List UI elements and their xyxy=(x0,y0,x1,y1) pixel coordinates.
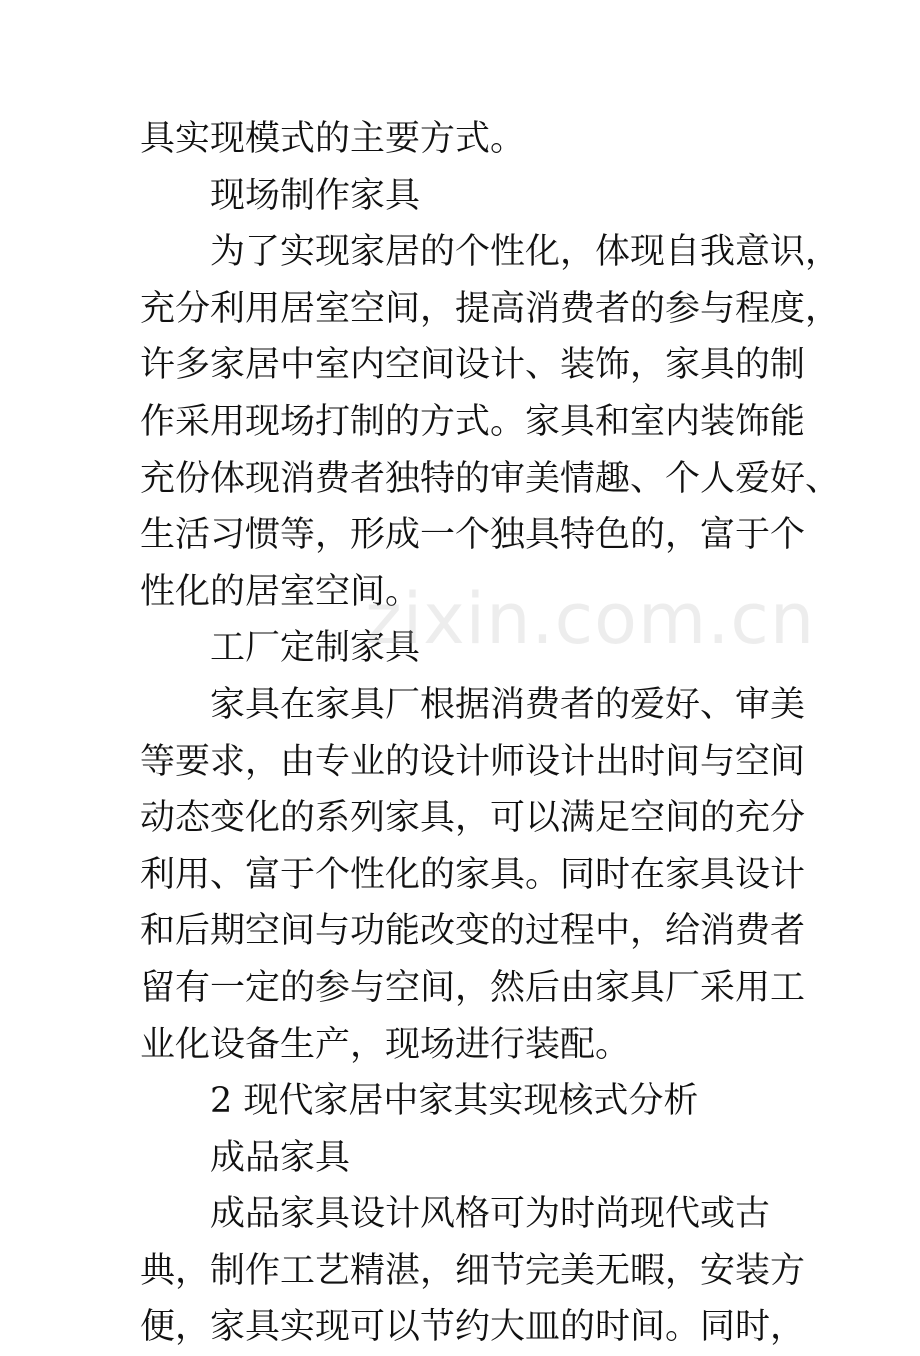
text-line: 现场制作家具 xyxy=(210,175,421,216)
text-line: 许多家居中室内空间设计、装饰，家具的制 xyxy=(140,345,806,386)
text-line: 留有一定的参与空间，然后由家具厂采用工 xyxy=(140,967,806,1008)
text-line: 动态变化的系列家具，可以满足空间的充分 xyxy=(140,798,806,839)
body-text xyxy=(140,111,841,1356)
text-line: 具实现模式的主要方式。 xyxy=(140,119,526,159)
text-line: 充份体现消费者独特的审美情趣、个人爱好、 xyxy=(140,458,841,499)
text-line: 生活习惯等，形成一个独具特色的，富于个 xyxy=(140,515,806,556)
text-line: 成品家具 xyxy=(210,1137,351,1178)
text-line: 作采用现场打制的方式。家具和室内装饰能 xyxy=(140,401,806,442)
text-line: 家具在家具厂根据消费者的爱好、审美 xyxy=(210,684,806,725)
text-line: 等要求，由专业的设计师设计出时间与空间 xyxy=(140,741,806,782)
text-line: 业化设备生产，现场进行装配。 xyxy=(140,1024,631,1065)
text-line: 充分利用居室空间，提高消费者的参与程度， xyxy=(140,288,841,329)
text-line: 2 现代家居中家其实现核式分析 xyxy=(210,1081,699,1122)
text-line: 典，制作工艺精湛，细节完美无暇，安装方 xyxy=(140,1250,806,1291)
text-line: 性化的居室空间。 xyxy=(140,571,421,612)
text-line: 为了实现家居的个性化，体现自我意识， xyxy=(210,232,841,273)
text-line: 工厂定制家具 xyxy=(210,628,421,669)
watermark: zixin.com.cn xyxy=(365,578,816,660)
text-line: 便，家具实现可以节约大皿的时间。同时， xyxy=(140,1307,806,1348)
text-line: 成品家具设计风格可为时尚现代或古 xyxy=(210,1194,771,1235)
text-line: 和后期空间与功能改变的过程中，给消费者 xyxy=(140,911,806,952)
text-line: 利用、富于个性化的家具。同时在家具设计 xyxy=(140,854,806,895)
